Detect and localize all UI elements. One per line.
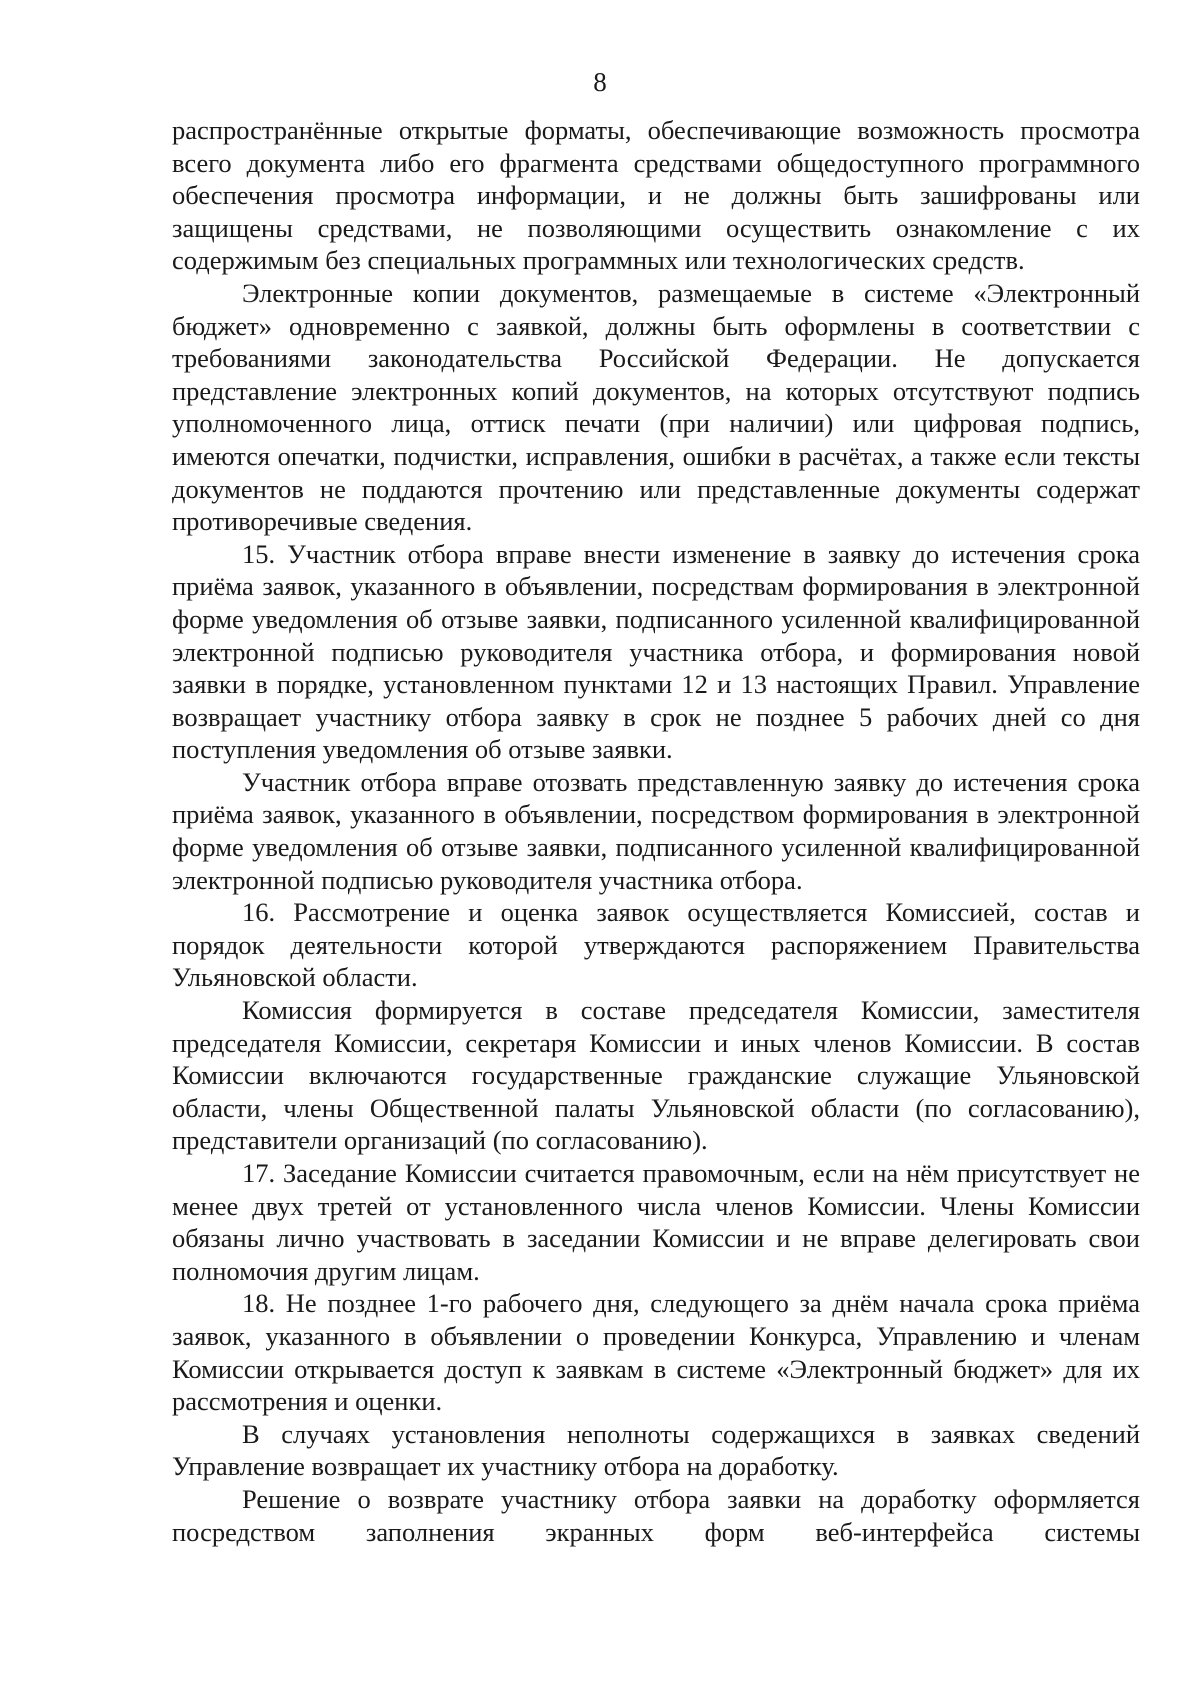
paragraph: 15. Участник отбора вправе внести изменение в заявку до истечения срока приёма заявок, указанного в объявлении, посредствам формирования в электронной форме уведомления об отзыве заявки, подписанного усиленной квалифицированной электронной подписью руководителя участника отбора, и формирования новой заявки в порядке, установленном пунктами 12 и 13 настоящих Правил. Управление возвращает участнику отбора заявку в срок не позднее 5 рабочих дней со дня поступления уведомления об отзыве заявки. (172, 538, 1140, 765)
paragraph: Электронные копии документов, размещаемые в системе «Электронный бюджет» одновременно с заявкой, должны быть оформлены в соответствии с требованиями законодательства Российской Федерации. Не допускается представление электронных копий документов, на которых отсутствуют подпись уполномоченного лица, оттиск печати (при наличии) или цифровая подпись, имеются опечатки, подчистки, исправления, ошибки в расчётах, а также если тексты документов не поддаются прочтению или представленные документы содержат противоречивые сведения. (172, 277, 1140, 537)
paragraph: В случаях установления неполноты содержащихся в заявках сведений Управление возвращает их участнику отбора на доработку. (172, 1418, 1140, 1482)
page-number: 8 (593, 67, 607, 97)
paragraph: 16. Рассмотрение и оценка заявок осуществляется Комиссией, состав и порядок деятельности которой утверждаются распоряжением Правительства Ульяновской области. (172, 897, 1140, 993)
paragraph: 17. Заседание Комиссии считается правомочным, если на нём присутствует не менее двух третей от установленного числа членов Комиссии. Члены Комиссии обязаны лично участвовать в заседании Комиссии и не вправе делегировать свои полномочия другим лицам. (172, 1158, 1140, 1286)
paragraph: Участник отбора вправе отозвать представленную заявку до истечения срока приёма заявок, указанного в объявлении, посредством формирования в электронной форме уведомления об отзыве заявки, подписанного усиленной квалифицированной электронной подписью руководителя участника отбора. (172, 766, 1140, 895)
paragraph: распространённые открытые форматы, обеспечивающие возможность просмотра всего документа либо его фрагмента средствами общедоступного программного обеспечения просмотра информации, и не должны быть зашифрованы или защищены средствами, не позволяющими осуществить ознакомление с их содержимым без специальных программных или технологических средств. (172, 115, 1140, 276)
document-body (172, 114, 1140, 1548)
paragraph: 18. Не позднее 1-го рабочего дня, следующего за днём начала срока приёма заявок, указанного в объявлении о проведении Конкурса, Управлению и членам Комиссии открывается доступ к заявкам в системе «Электронный бюджет» для их рассмотрения и оценки. (172, 1288, 1140, 1417)
paragraph: Решение о возврате участнику отбора заявки на доработку оформляется посредством заполнения экранных форм веб-интерфейса системы (172, 1483, 1140, 1547)
paragraph: Комиссия формируется в составе председателя Комиссии, заместителя председателя Комиссии, секретаря Комиссии и иных членов Комиссии. В состав Комиссии включаются государственные гражданские служащие Ульяновской области, члены Общественной палаты Ульяновской области (по согласованию), представители организаций (по согласованию). (172, 995, 1140, 1156)
